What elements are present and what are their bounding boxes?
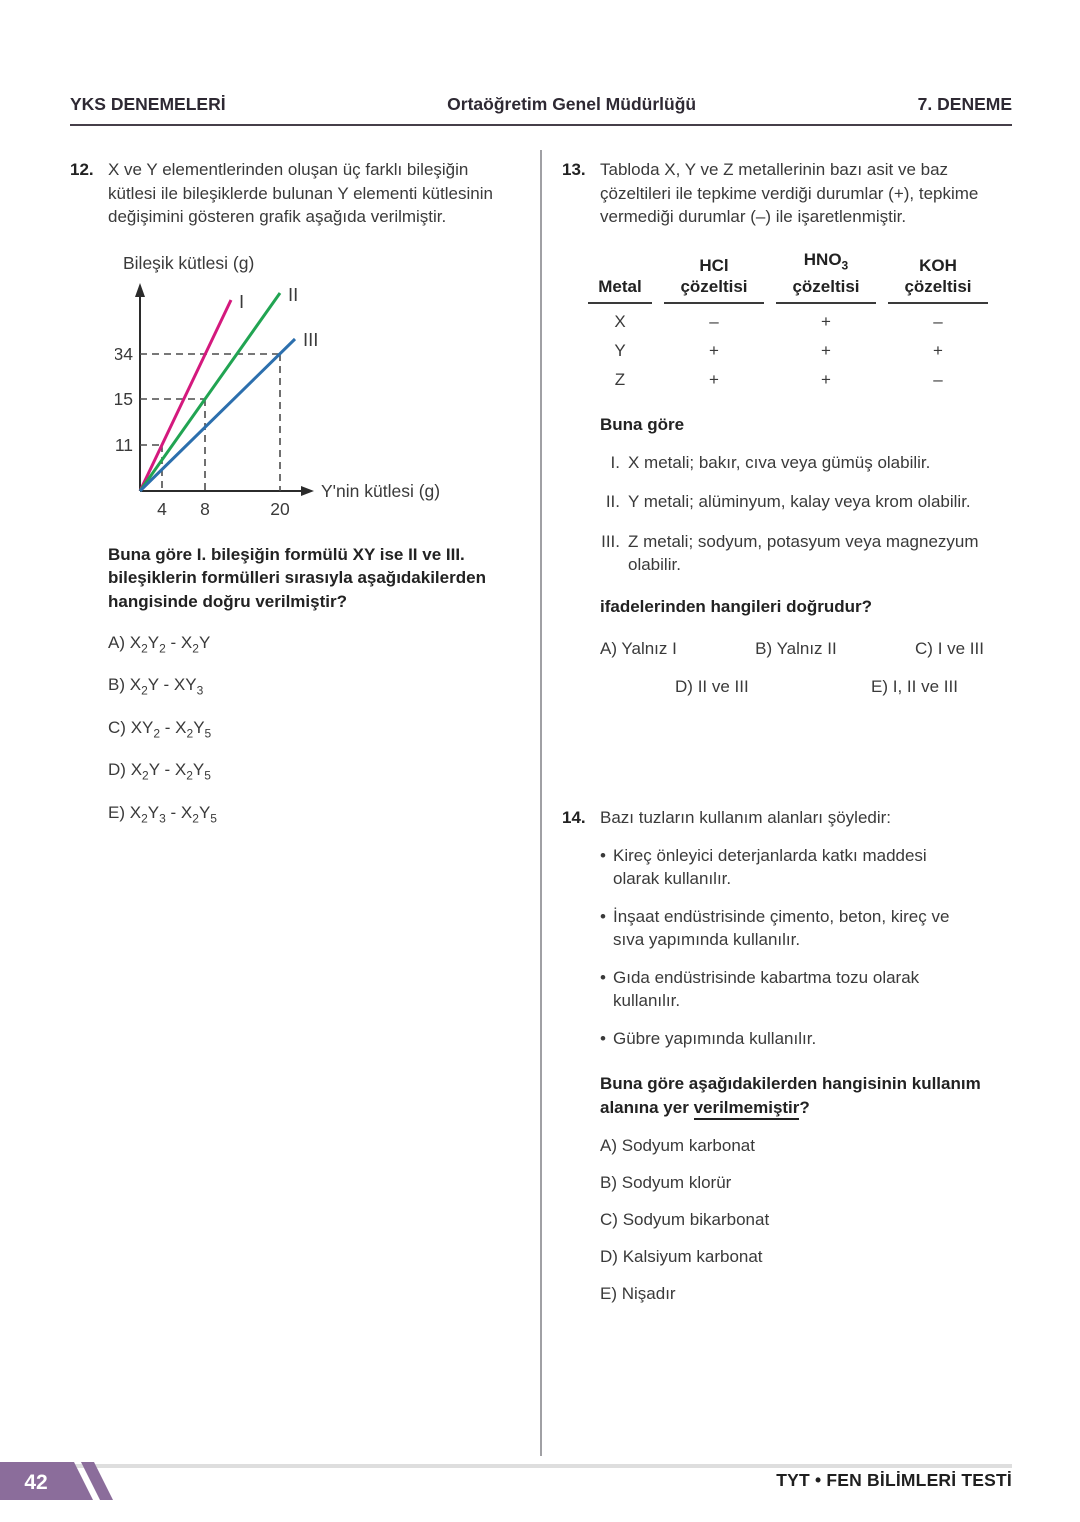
table-header-metal: Metal [588,249,652,304]
table-row-x: X – + – [614,311,943,331]
x-tick-8: 8 [200,498,210,519]
question-12-number: 12. [70,160,94,179]
y-tick-15: 15 [115,388,133,409]
question-13-lead: Buna göre [600,414,685,434]
option-d: D) $X_2Y - X_2Y_5$ [108,760,211,783]
question-14-stem: Buna göre aşağıdakilerden hangisinin kullanım alanına yer verilmemiştir? [600,1072,1004,1119]
footer-test-title: TYT • FEN BİLİMLERİ TESTİ [776,1470,1012,1490]
option-d: D) II ve III [675,676,749,696]
series-label-I: I [239,290,245,312]
y-tick-11: 11 [115,434,133,455]
chart-svg [115,253,460,521]
option-c: C) $XY_2 - X_2Y_5$ [108,717,212,741]
question-13 [562,158,1014,697]
option-a: A) Yalnız I [600,638,677,658]
header-exam-number: 7. DENEME [917,94,1012,114]
statement-2: II. Y metali; alüminyum, kalay veya krom olabilir. [605,492,971,512]
question-13-number: 13. [562,160,586,179]
series-line-I [140,300,231,491]
option-e: E) $X_2Y_3 - X_2Y_5$ [108,802,217,825]
question-12-options [108,632,512,829]
page-number-badge [0,1462,116,1500]
question-13-options-row1 [600,639,984,659]
series-label-II: II [288,283,299,305]
bullet-icon: • [600,967,606,987]
footer-rule [60,1464,1012,1468]
statement-3: III. Z metali; sodyum, potasyum veya magnezyum olabilir. [601,531,979,575]
y-axis-label: Bileşik kütlesi (g) [123,252,255,273]
series-line-III [140,339,295,491]
table-header-hno3: $HNO_3$ çözeltisi [776,249,876,304]
question-13-text: Tabloda X, Y ve Z metallerinin bazı asit ve baz çözeltileri ile tepkime verdiği durumlar (+), tepkime vermediği durumlar (–) ile işaretlenmiştir. [600,160,979,226]
question-12-stem: Buna göre I. bileşiğin formülü XY ise II ve III. bileşiklerin formülleri sırasıyla aşağıdakilerden hangisinde doğru verilmiştir? [108,544,486,611]
page-header [70,94,1012,126]
underlined-word: verilmemiştir [694,1098,800,1120]
header-booklet-title: YKS DENEMELERİ [70,94,226,114]
question-14-options [600,1135,1014,1305]
table-header-koh: KOH çözeltisi [888,249,988,304]
question-12-text: X ve Y elementlerinden oluşan üç farklı bileşiğin kütlesi ile bileşiklerde bulunan Y elementi kütlesinin değişimini gösteren grafik aşağıda verilmiştir. [108,160,493,226]
option-b: B) $X_2Y - XY_3$ [108,675,204,698]
x-axis-arrow-icon [301,486,314,496]
option-a: A) $X_2Y_2 - X_2Y$ [108,633,211,656]
bullet-icon: • [600,906,606,926]
bullet-item: • Kireç önleyici deterjanlarda katkı maddesi olarak kullanılır. [600,844,1014,891]
question-12 [70,158,512,844]
table-row-z: Z + + – [614,369,943,389]
option-e: E) Nişadır [600,1284,676,1303]
question-14-bullets [562,844,1014,1051]
x-axis-label: Y'nin kütlesi (g) [321,480,441,501]
bullet-item: • İnşaat endüstrisinde çimento, beton, kireç ve sıva yapımında kullanılır. [600,905,1014,952]
series-label-III: III [303,328,319,350]
statement-1: I. X metali; bakır, cıva veya gümüş olabilir. [610,452,931,472]
question-14 [562,806,1014,1320]
series-line-II [140,290,280,491]
question-13-options-row2 [675,677,1014,697]
bullet-icon: • [600,1028,606,1048]
x-tick-4: 4 [157,498,167,519]
page-number: 42 [24,1471,48,1494]
option-c: C) Sodyum bikarbonat [600,1210,770,1229]
question-14-intro: Bazı tuzların kullanım alanları şöyledir: [600,808,892,827]
option-a: A) Sodyum karbonat [600,1136,755,1155]
x-tick-20: 20 [270,498,290,519]
question-13-statements [562,451,1014,577]
table-row-y: Y + + + [614,340,943,360]
bullet-icon: • [600,845,606,865]
option-d: D) Kalsiyum karbonat [600,1247,763,1266]
option-e: E) I, II ve III [871,676,958,696]
header-institution: Ortaöğretim Genel Müdürlüğü [447,94,697,114]
option-b: B) Sodyum klorür [600,1173,732,1192]
reaction-table [576,249,1000,391]
option-c: C) I ve III [915,638,984,658]
question-14-number: 14. [562,808,586,827]
y-axis-arrow-icon [135,283,145,297]
y-tick-34: 34 [115,343,133,364]
question-13-stem: ifadelerinden hangileri doğrudur? [600,596,873,616]
table-header-hcl: HCl çözeltisi [664,249,764,304]
compound-mass-chart [115,253,460,521]
bullet-item: • Gübre yapımında kullanılır. [600,1027,1014,1051]
column-divider [540,150,542,1456]
bullet-item: • Gıda endüstrisinde kabartma tozu olarak kullanılır. [600,966,1014,1013]
option-b: B) Yalnız II [755,638,837,658]
